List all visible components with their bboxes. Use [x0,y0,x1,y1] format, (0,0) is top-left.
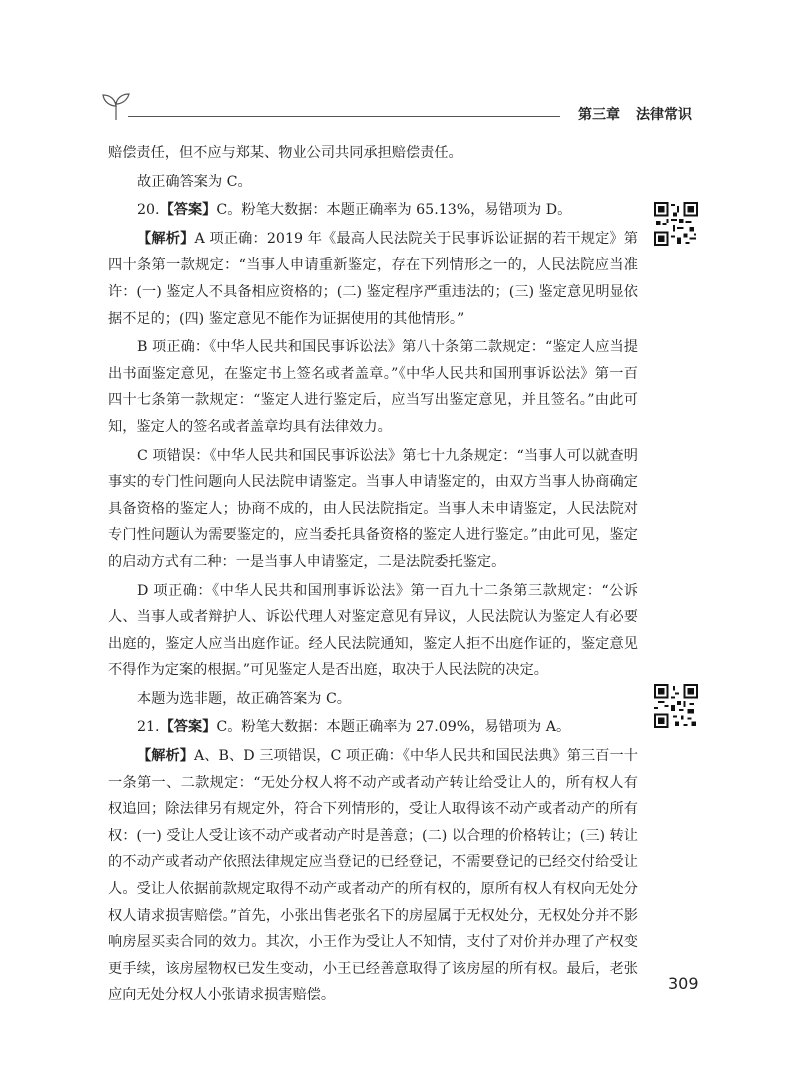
paragraph: 本题为选非题，故正确答案为 C。 [137,690,351,707]
leaf-icon [100,92,132,122]
chapter-heading [578,104,692,124]
analysis-tag: 【解析】 [137,748,194,765]
answer-text: C。粉笔大数据：本题正确率为 27.09%，易错项为 A。 [216,719,571,736]
analysis-paragraph [108,743,638,1009]
chapter-number: 第三章 [578,107,620,123]
answer-paragraph [108,197,638,224]
answer-tag: 【答案】 [159,202,217,219]
page-content [108,140,638,1009]
page-number: 309 [668,974,699,993]
answer-tag: 【答案】 [159,719,217,736]
answer-paragraph [108,714,638,741]
paragraph: D 项正确：《中华人民共和国刑事诉讼法》第一百九十二条第三款规定：“公诉人、当事人或者辩护人、诉讼代理人对鉴定意见有异议，人民法院认为鉴定人有必要出庭的，鉴定人应当出庭作证。经人民法院通知，鉴定人拒不出庭作证的，鉴定意见不得作为定案的根据。”可见鉴定人是否出庭，取决于人民法院的决定。 [108,582,638,679]
analysis-paragraph [108,226,638,332]
question-number: 20. [137,202,160,219]
qr-code-icon[interactable] [654,684,698,728]
paragraph: B 项正确：《中华人民共和国民事诉讼法》第八十条第二款规定：“鉴定人应当提出书面鉴定意见，在鉴定书上签名或者盖章。”《中华人民共和国刑事诉讼法》第一百四十七条第一款规定：“鉴定人进行鉴定后，应当写出鉴定意见，并且签名。”由此可知，鉴定人的签名或者盖章均具有法律效力。 [108,339,638,435]
paragraph: C 项错误：《中华人民共和国民事诉讼法》第七十九条规定：“当事人可以就查明事实的专门性问题向人民法院申请鉴定。当事人申请鉴定的，由双方当事人协商确定具备资格的鉴定人；协商不成的，由人民法院指定。当事人未申请鉴定，人民法院对专门性问题认为需要鉴定的，应当委托具备资格的鉴定人进行鉴定。”由此可见，鉴定的启动方式有二种：一是当事人申请鉴定，二是法院委托鉴定。 [108,447,638,570]
qr-code-icon[interactable] [654,202,698,246]
analysis-tag: 【解析】 [137,230,195,247]
chapter-title: 法律常识 [636,107,692,123]
analysis-text: A、B、D 三项错误，C 项正确：《中华人民共和国民法典》第三百一十一条第一、二款规定：“无处分权人将不动产或者动产转让给受让人的，所有权人有权追回；除法律另有规定外，符合下列情形的，受让人取得该不动产或者动产的所有权：(一) 受让人受让该不动产或者动产时是善意；(二) 以合理的价格转让；(三) 转让的不动产或者动产依照法律规定应当登记的已经登记，不需要登记的已经交付给受让人。受让人依据前款规定取得不动产或者动产的所有权的，原所有权人有权向无处分权人请求损害赔偿。”首先，小张出售老张名下的房屋属于无权处分，无权处分并不影响房屋买卖合同的效力。其次，小王作为受让人不知情，支付了对价并办理了产权变更手续，该房屋物权已发生变动，小王已经善意取得了该房屋的所有权。最后，老张应向无处分权人小张请求损害赔偿。 [108,748,638,1004]
analysis-text: A 项正确：2019 年《最高人民法院关于民事诉讼证据的若干规定》第四十条第一款规定：“当事人申请重新鉴定，存在下列情形之一的，人民法院应当准许：(一) 鉴定人不具备相应资格的；(二) 鉴定程序严重违法的；(三) 鉴定意见明显依据不足的；(四) 鉴定意见不能作为证据使用的其他情形。” [108,230,638,327]
question-number: 21. [137,719,160,736]
paragraph: 赔偿责任，但不应与郑某、物业公司共同承担赔偿责任。 [108,145,463,161]
page-header [0,0,800,140]
answer-text: C。粉笔大数据：本题正确率为 65.13%，易错项为 D。 [216,202,572,219]
header-rule [128,116,560,117]
paragraph: 故正确答案为 C。 [137,173,252,190]
